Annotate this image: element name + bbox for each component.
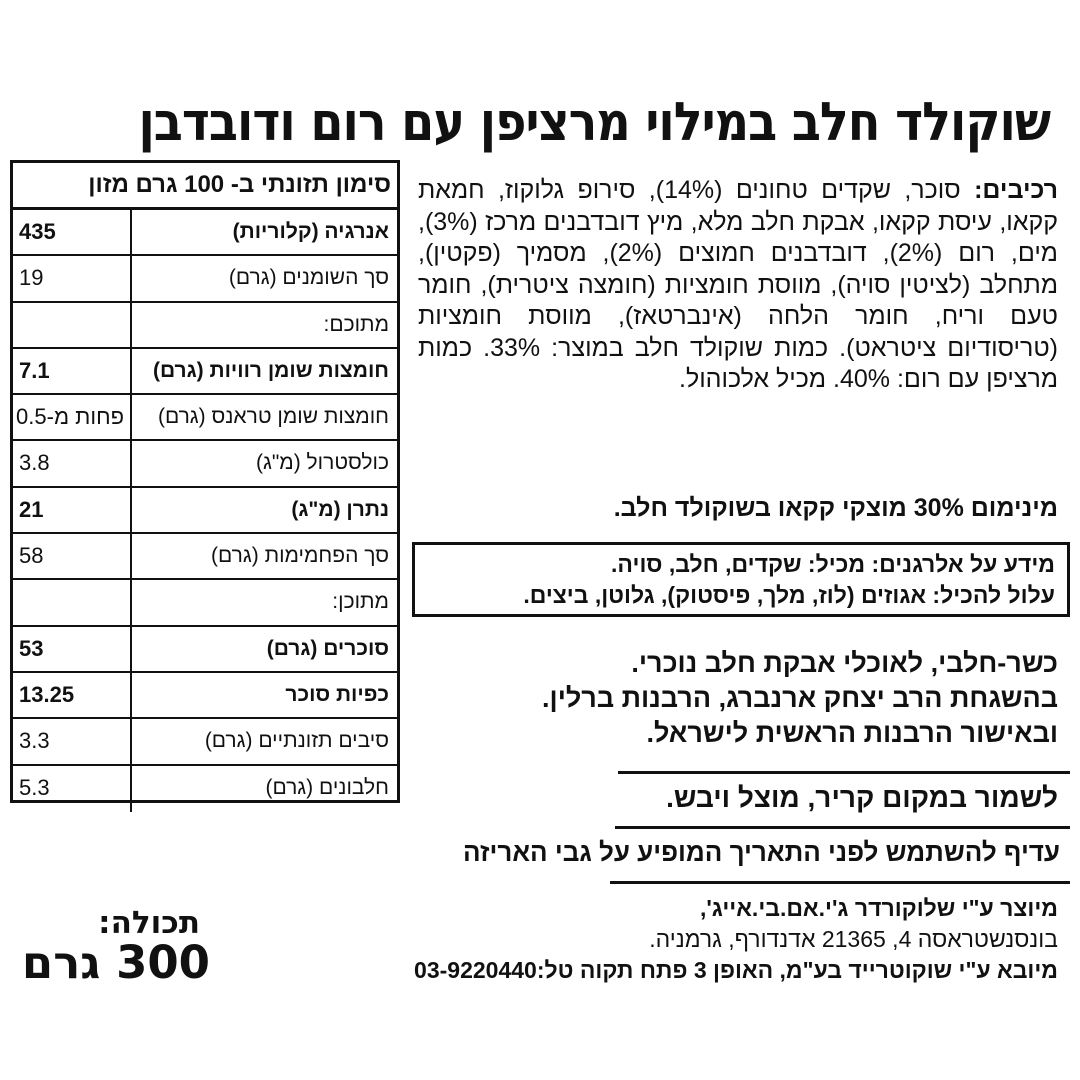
nutrition-value: 53 <box>19 635 44 661</box>
nutrition-label: חומצות שומן טראנס (גרם) <box>130 395 397 439</box>
nutrition-row <box>13 441 397 487</box>
nutrition-label: נתרן (מ"ג) <box>130 488 397 532</box>
product-title: שוקולד חלב במילוי מרציפן עם רום ודובדבן <box>138 92 1050 153</box>
nutrition-row <box>13 673 397 719</box>
divider <box>618 771 1070 774</box>
nutrition-row <box>13 488 397 534</box>
divider <box>610 881 1070 884</box>
nutrition-label: חלבונים (גרם) <box>130 766 397 812</box>
nutrition-value: פחות מ-0.5 <box>16 404 124 430</box>
nutrition-label: מתוכן: <box>130 580 397 624</box>
nutrition-label: כפיות סוכר <box>130 673 397 717</box>
allergen-box <box>412 542 1070 617</box>
kosher-line-3: ובאישור הרבנות הראשית לישראל. <box>646 718 1058 748</box>
nutrition-value: 21 <box>19 496 44 522</box>
storage-instructions: לשמור במקום קריר, מוצל ויבש. <box>666 782 1058 813</box>
producer-line-2: בונסנשטראסה 4, 21365 אדנדורף, גרמניה. <box>649 926 1058 952</box>
net-contents-value: 300 גרם <box>21 936 210 989</box>
nutrition-rows <box>13 210 397 812</box>
nutrition-label: סוכרים (גרם) <box>130 627 397 671</box>
nutrition-value: 19 <box>19 265 44 291</box>
nutrition-label: חומצות שומן רוויות (גרם) <box>130 349 397 393</box>
kosher-line-2: בהשגחת הרב יצחק ארנברג, הרבנות ברלין. <box>542 683 1058 713</box>
kosher-statement <box>418 646 1058 751</box>
nutrition-value: 5.3 <box>19 774 50 800</box>
importer-line: מיובא ע"י שוקוטרייד בע"מ, האופן 3 פתח תקוה טל:03-9220440 <box>414 957 1058 983</box>
nutrition-row <box>13 627 397 673</box>
allergen-may-contain: עלול להכיל: אגוזים (לוז, מלך, פיסטוק), גלוטן, ביצים. <box>523 582 1055 608</box>
divider <box>615 826 1070 829</box>
nutrition-value <box>13 580 130 624</box>
nutrition-label: אנרגיה (קלוריות) <box>130 210 397 254</box>
nutrition-row <box>13 580 397 626</box>
nutrition-row <box>13 256 397 302</box>
ingredients-label: רכיבים: <box>974 176 1058 204</box>
nutrition-row <box>13 349 397 395</box>
nutrition-label: סך השומנים (גרם) <box>130 256 397 300</box>
nutrition-label: סיבים תזונתיים (גרם) <box>130 719 397 763</box>
ingredients-list: סוכר, שקדים טחונים (14%), סירופ גלוקוז, חמאת קקאו, עיסת קקאו, אבקת חלב מלא, מיץ דובדבנים מרכז (3%), מים, רום (2%), דובדבנים חמוצים (2%), מסמיך (פקטין), מתחלב (לציטין סויה), מווסת חומציות (חומצה ציטרית), חומר טעם וריח, חומר הלחה (אינברטאז), מווסת חומציות (טריסודיום ציטראט). כמות שוקולד חלב במוצר: 33%. כמות מרציפן עם רום: 40%. מכיל אלכוהול. <box>418 176 1058 393</box>
nutrition-value: 58 <box>19 543 44 569</box>
cocoa-solids-note: מינימום 30% מוצקי קקאו בשוקולד חלב. <box>613 494 1058 522</box>
nutrition-row <box>13 303 397 349</box>
nutrition-value: 3.8 <box>19 450 50 476</box>
nutrition-table <box>10 160 400 803</box>
nutrition-label: כולסטרול (מ"ג) <box>130 441 397 485</box>
nutrition-value: 13.25 <box>19 681 75 707</box>
nutrition-row <box>13 395 397 441</box>
nutrition-value <box>13 303 130 347</box>
nutrition-table-header: סימון תזונתי ב- 100 גרם מזון <box>13 163 397 210</box>
nutrition-row <box>13 534 397 580</box>
kosher-line-1: כשר-חלבי, לאוכלי אבקת חלב נוכרי. <box>631 648 1058 678</box>
net-contents-label: תכולה: <box>98 905 200 941</box>
nutrition-label: מתוכם: <box>130 303 397 347</box>
nutrition-row <box>13 766 397 812</box>
best-before-note: עדיף להשתמש לפני התאריך המופיע על גבי האריזה <box>462 837 1060 867</box>
nutrition-label: סך הפחמימות (גרם) <box>130 534 397 578</box>
nutrition-value: 435 <box>19 219 56 244</box>
nutrition-value: 7.1 <box>19 357 50 383</box>
nutrition-row <box>13 719 397 765</box>
nutrition-row <box>13 210 397 256</box>
nutrition-value: 3.3 <box>19 728 50 754</box>
ingredients-text <box>418 175 1058 396</box>
producer-line-1: מיוצר ע"י שלוקורדר ג'י.אם.בי.אייג', <box>699 895 1058 921</box>
allergen-contains: מידע על אלרגנים: מכיל: שקדים, חלב, סויה. <box>611 551 1055 577</box>
producer-info <box>300 893 1058 986</box>
